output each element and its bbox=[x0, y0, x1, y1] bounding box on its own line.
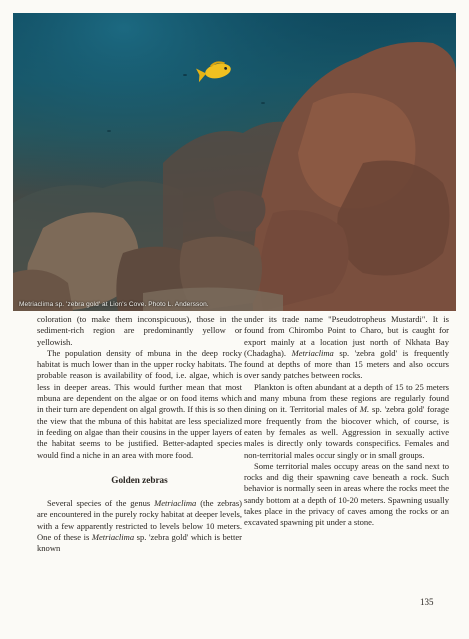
text-run: (the zebras) are encountered in the purely rocky habitat at deeper levels, with a few apparently restricted to levels below 10 meters. One of these is bbox=[37, 498, 243, 543]
paragraph bbox=[37, 314, 242, 348]
text-run: sp. 'zebra gold' forage more frequently from the biocover which, of course, is eaten by females as well. Aggression in sexually active males is directly only towards conspecifics. Females and non-territorial males occur singly or in small groups. bbox=[244, 404, 449, 460]
paragraph bbox=[37, 348, 242, 461]
italic-text: M. bbox=[359, 404, 370, 415]
text-run: Plankton is often abundant at a depth of 15 to 25 meters and many mbuna from these regions are regularly found dining on it. Territorial males of bbox=[244, 381, 449, 415]
text-run: Some territorial males occupy areas on the sand next to rocks and dig their spawning cave beneath a rock. Such behavior is normally seen in areas where the rocks meet the sandy bottom at a depth of 10-20 meters. Spawning usually takes place in the privacy of caves among the rocks or an excavated spawning pit under a stone. bbox=[244, 460, 449, 528]
reef-illustration bbox=[13, 13, 456, 311]
text-run: coloration (to make them inconspicuous), those in the sediment-rich region are predominantly yellow or yellowish. bbox=[37, 314, 242, 347]
photo-caption: Metriaclima sp. 'zebra gold' at Lion's Cove. Photo L. Andersson. bbox=[19, 301, 209, 308]
paragraph bbox=[37, 498, 242, 554]
text-run: Several species of the genus bbox=[47, 498, 155, 509]
section-heading: Golden zebras bbox=[111, 474, 168, 485]
text-run: The population density of mbuna in the deep rocky habitat is much lower than in the upper rocky habitats. The probable reason is availability of food, i.e. algae, which is less in deeper areas. This would further mean that most mbuna are dependent on the algae or on food items which in their turn are dependent on algal growth. If this is so then the view that the mbuna of this habitat are less specialized in feeding on algae than their cousins in the upper layers of the habitat seems to be justified. Better-adapted species would find a niche in an area with more food. bbox=[37, 347, 242, 460]
paragraph bbox=[244, 314, 449, 382]
paragraph bbox=[244, 461, 449, 529]
page-number: 135 bbox=[420, 597, 434, 607]
italic-text: Metriaclima bbox=[91, 532, 135, 543]
right-column bbox=[244, 314, 449, 529]
underwater-photo bbox=[13, 13, 456, 311]
italic-text: Metriaclima bbox=[291, 347, 334, 358]
text-run: under its trade name "Pseudotropheus Mustardi". It is found from Chirombo Point to Charo, but is caught for export mainly at a location just north of Nkhata Bay (Chadagha). bbox=[244, 314, 449, 358]
italic-text: Metriaclima bbox=[154, 498, 197, 509]
paragraph bbox=[244, 382, 449, 461]
text-run: sp. 'zebra gold' which is better known bbox=[37, 532, 242, 554]
text-run: sp. 'zebra gold' is frequently found at depths of more than 15 meters and also occurs over sandy patches between rocks. bbox=[244, 347, 449, 381]
left-column bbox=[37, 314, 242, 555]
